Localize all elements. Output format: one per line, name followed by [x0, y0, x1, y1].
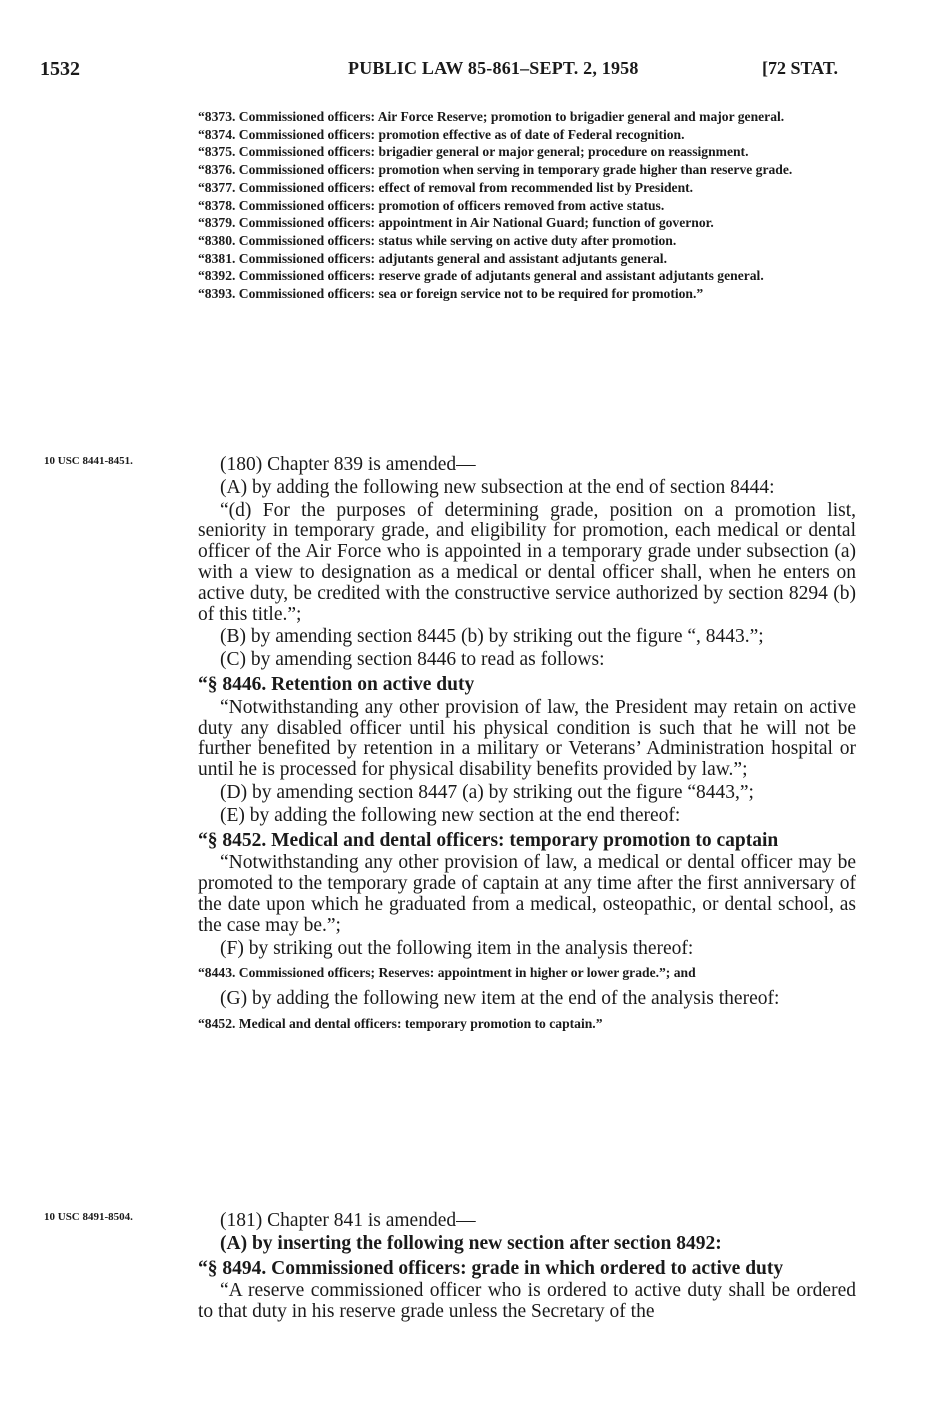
- analysis-item: “8374. Commissioned officers: promotion effective as of date of Federal recognition.: [198, 126, 685, 142]
- statute-reference: [72 STAT.: [762, 58, 839, 78]
- clause-a: (A) by adding the following new subsection at the end of section 8444:: [220, 476, 775, 498]
- analysis-item: “8375. Commissioned officers: brigadier general or major general; procedure on reassignment.: [198, 144, 749, 160]
- section-8446-text: “Notwithstanding any other provision of law, the President may retain on active duty any disabled officer until his physical condition is such that he will not be further benefited by retention in a military or Veterans’ Administration hospital or until he is processed for physical disability benefits provided by law.”;: [198, 696, 856, 781]
- analysis-list: [198, 109, 858, 304]
- section-8494-text: “A reserve commissioned officer who is ordered to active duty shall be ordered to that duty in his reserve grade unless the Secretary of the: [198, 1280, 856, 1323]
- clause-d: (D) by amending section 8447 (a) by striking out the figure “8443,”;: [220, 781, 754, 803]
- clause-a-181: (A) by inserting the following new section after section 8492:: [220, 1232, 722, 1254]
- subsection-d-text: “(d) For the purposes of determining grade, position on a promotion list, seniority in temporary grade, and eligibility for promotion, each medical or dental officer of the Air Force who is appointed in a temporary grade under subsection (a) with a view to designation as a medical or dental officer shall, when he enters on active duty, be credited with the constructive service authorized by section 8294 (b) of this title.”;: [198, 499, 856, 625]
- section-8494-heading: “§ 8494. Commissioned officers: grade in which ordered to active duty: [198, 1257, 784, 1279]
- clause-b: (B) by amending section 8445 (b) by striking out the figure “, 8443.”;: [220, 626, 764, 648]
- analysis-item: “8381. Commissioned officers: adjutants general and assistant adjutants general.: [198, 250, 667, 266]
- clause-f: (F) by striking out the following item in the analysis thereof:: [220, 937, 694, 959]
- page-number: 1532: [40, 58, 80, 80]
- analysis-item: “8380. Commissioned officers: status while serving on active duty after promotion.: [198, 232, 677, 248]
- section-181: [198, 1211, 856, 1325]
- section-181-intro: (181) Chapter 841 is amended—: [220, 1210, 476, 1231]
- clause-e: (E) by adding the following new section at the end thereof:: [220, 804, 681, 826]
- analysis-item: “8378. Commissioned officers: promotion of officers removed from active status.: [198, 197, 665, 213]
- section-180: [198, 455, 856, 1040]
- clause-c: (C) by amending section 8446 to read as follows:: [220, 649, 605, 671]
- margin-note-citation: 10 USC 8441-8451.: [44, 455, 133, 467]
- analysis-item: “8373. Commissioned officers: Air Force Reserve; promotion to brigadier general and major general.: [198, 109, 785, 124]
- margin-note-citation: 10 USC 8491-8504.: [44, 1211, 133, 1223]
- clause-g: (G) by adding the following new item at the end of the analysis thereof:: [220, 988, 780, 1010]
- running-title: PUBLIC LAW 85-861–SEPT. 2, 1958: [348, 58, 639, 78]
- struck-item-8443: “8443. Commissioned officers; Reserves: appointment in higher or lower grade.”; and: [198, 965, 696, 981]
- analysis-item: “8379. Commissioned officers: appointment in Air National Guard; function of governor.: [198, 215, 714, 231]
- new-item-8452: “8452. Medical and dental officers: temporary promotion to captain.”: [198, 1016, 603, 1032]
- section-8452-text: “Notwithstanding any other provision of law, a medical or dental officer may be promoted to the temporary grade of captain at any time after the first anniversary of the date upon which he graduated from a medical, osteopathic, or dental school, as the case may be.”;: [198, 852, 856, 936]
- analysis-item: “8377. Commissioned officers: effect of removal from recommended list by President.: [198, 179, 694, 195]
- section-8446-heading: “§ 8446. Retention on active duty: [198, 673, 475, 695]
- section-8452-heading: “§ 8452. Medical and dental officers: temporary promotion to captain: [198, 829, 779, 851]
- section-180-intro: (180) Chapter 839 is amended—: [220, 454, 476, 475]
- analysis-item: “8376. Commissioned officers: promotion when serving in temporary grade higher than reserve grade.: [198, 162, 793, 178]
- analysis-item: “8392. Commissioned officers: reserve grade of adjutants general and assistant adjutants general.: [198, 268, 764, 284]
- analysis-item: “8393. Commissioned officers: sea or foreign service not to be required for promotion.”: [198, 286, 704, 302]
